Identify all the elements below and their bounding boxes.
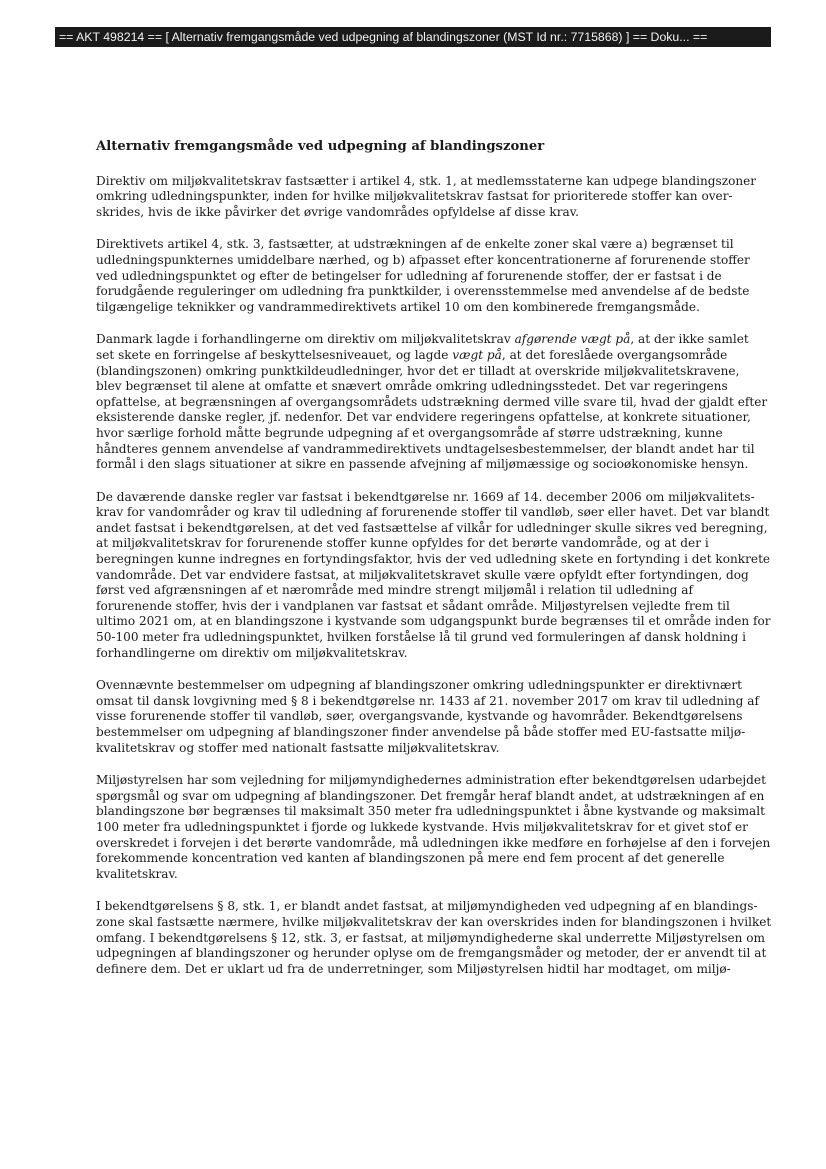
text-line: udledningspunkternes umiddelbare nærhed, og b) afpasset efter koncentrationerne af forurenende stoffer [96,252,750,267]
document-header-bar: == AKT 498214 == [ Alternativ fremgangsmåde ved udpegning af blandingszoner (MST Id nr.: 7715868) ] == Doku... == [55,27,771,47]
text-line: Ovennævnte bestemmelser om udpegning af blandingszoner omkring udledningspunkter er direktivnært [96,678,743,693]
text-line: 50-100 meter fra udledningspunktet, hvilken forståelse lå til grund ved formuleringen af dansk holdning i [96,630,747,645]
text-line: eksisterende danske regler, jf. nedenfor. Det var endvidere regeringens opfattelse, at konkrete situationer, [96,410,751,425]
text-line: (blandingszonen) omkring punktkildeudledninger, hvor det er tilladt at overskride miljøkvalitetskravene, [96,363,740,378]
text-line: omkring udledningspunkter, inden for hvilke miljøkvalitetskrav fastsat for prioriterede stoffer kan over- [96,189,733,204]
paragraph-5 [96,678,759,756]
paragraph-2 [96,237,750,315]
text-run: set skete en forringelse af beskyttelsesniveauet, og lagde [96,347,453,362]
document-body [96,139,772,994]
text-line: opfattelse, at begrænsningen af overgangsområdets udstrækning dermed ville svare til, hvad der gjaldt efter [96,394,768,409]
text-line: tilgængelige teknikker og vandrammedirektivets artikel 10 om den kombinerede fremgangsmåde. [96,299,700,314]
paragraph-1 [96,173,757,221]
document-title: Alternativ fremgangsmåde ved udpegning af blandingszoner [96,139,545,154]
paragraph-6 [96,773,771,882]
text-line: formål i den slags situationer at sikre en passende afvejning af miljømæssige og socioøkonomiske hensyn. [96,457,749,472]
text-line [96,348,744,364]
text-line: blev begrænset til alene at omfatte et snævert område omkring udledningsstedet. Det var regeringens [96,379,728,394]
text-line: forekommende koncentration ved kanten af blandingszonen på mere end fem procent af det generelle [96,851,725,866]
text-line: ved udledningspunktet og efter de betingelser for udledning af forurenende stoffer, der er fastsat i de [96,268,722,283]
text-run: Danmark lagde i forhandlingerne om direktiv om miljøkvalitetskrav [96,332,515,347]
emphasis-text: afgørende vægt på [514,332,631,347]
text-line: 100 meter fra udledningspunktet i fjorde og lukkede kystvande. Hvis miljøkvalitetskrav for et givet stof er [96,819,748,834]
text-line: I bekendtgørelsens § 8, stk. 1, er blandt andet fastsat, at miljømyndigheden ved udpegning af en blandings- [96,899,758,914]
text-line: at miljøkvalitetskrav for forurenende stoffer kunne opfyldes for det berørte vandområde, og at der i [96,536,709,551]
text-line: Miljøstyrelsen har som vejledning for miljømyndighedernes administration efter bekendtgørelsen udarbejdet [96,773,766,788]
text-line: omfang. I bekendtgørelsens § 12, stk. 3, er fastsat, at miljømyndighederne skal underrette Miljøstyrelsen om [96,930,765,945]
text-line: bestemmelser om udpegning af blandingszoner finder anvendelse på både stoffer med EU-fastsatte miljø- [96,725,746,739]
text-line: blandingszone bør begrænses til maksimalt 350 meter fra udledningspunktet i åbne kystvande og maksimalt [96,804,765,819]
text-line: ultimo 2021 om, at en blandingszone i kystvande som udgangspunkt burde begrænses til et område inden for [96,614,771,629]
text-line: skrides, hvis de ikke påvirker det øvrige vandområdes opfyldelse af disse krav. [96,204,579,219]
text-line: udpegningen af blandingszoner og herunder oplyse om de fremgangsmåder og metoder, der er anvendt til at [96,946,767,961]
text-line: Direktiv om miljøkvalitetskrav fastsætter i artikel 4, stk. 1, at medlemsstaterne kan udpege blandingszoner [96,173,757,188]
text-line: overskredet i forvejen i det berørte vandområde, må udledningen ikke medføre en forhøjelse af den i forvejen [96,835,771,850]
text-line: Direktivets artikel 4, stk. 3, fastsætter, at udstrækningen af de enkelte zoner skal være a) begrænset til [96,237,734,252]
text-line: krav for vandområder og krav til udledning af forurenende stoffer til vandløb, søer eller havet. Det var blandt [96,505,770,520]
text-line: spørgsmål og svar om udpegning af blandingszoner. Det fremgår heraf blandt andet, at udstrækningen af en [96,788,765,803]
text-line: De daværende danske regler var fastsat i bekendtgørelse nr. 1669 af 14. december 2006 om miljøkvalitets- [96,489,755,504]
text-run: , at der ikke samlet [630,332,749,347]
text-line: hvor særlige forhold måtte begrunde udpegning af et overgangsområde af større udstrækning, kunne [96,425,723,440]
text-line: kvalitetskrav og stoffer med nationalt fastsatte miljøkvalitetskrav. [96,740,500,755]
text-run: , at det foreslåede overgangsområde [501,347,728,362]
text-line: forhandlingerne om direktiv om miljøkvalitetskrav. [96,645,408,660]
text-line: først ved afgrænsningen af et nærområde med mindre strengt miljømål i relation til udledning af [96,583,693,598]
paragraph-7 [96,899,772,977]
emphasis-text: vægt på [452,347,502,362]
text-line: definere dem. Det er uklart ud fra de underretninger, som Miljøstyrelsen hidtil har modtaget, om miljø- [96,961,731,976]
text-line: andet fastsat i bekendtgørelsen, at det ved fastsættelse af vilkår for udledninger skulle sikres ved beregning, [96,520,768,535]
text-line: håndteres gennem anvendelse af vandrammedirektivets undtagelsesbestemmelser, der blandt andet har til [96,441,755,456]
text-line: visse forurenende stoffer til vandløb, søer, overgangsvande, kystvande og havområder. Bekendtgørelsens [96,709,743,724]
paragraph-3 [96,332,768,472]
text-line [96,332,749,348]
text-line: beregningen kunne indregnes en fortyndingsfaktor, hvis der ved udledning skete en fortynding i det konkrete [96,552,771,567]
text-line: omsat til dansk lovgivning med § 8 i bekendtgørelse nr. 1433 af 21. november 2017 om krav til udledning af [96,693,759,708]
text-line: zone skal fastsætte nærmere, hvilke miljøkvalitetskrav der kan overskrides inden for blandingszonen i hvilket [96,914,772,929]
text-line: vandområde. Det var endvidere fastsat, at miljøkvalitetskravet skulle være opfyldt efter fortyndingen, dog [96,567,749,582]
text-line: forudgående reguleringer om udledning fra punktkilder, i overensstemmelse med anvendelse af de bedste [96,284,750,299]
text-line: kvalitetskrav. [96,866,178,881]
text-line: forurenende stoffer, hvis der i vandplanen var fastsat et sådant område. Miljøstyrelsen vejledte frem til [96,598,730,613]
paragraph-4 [96,489,771,662]
